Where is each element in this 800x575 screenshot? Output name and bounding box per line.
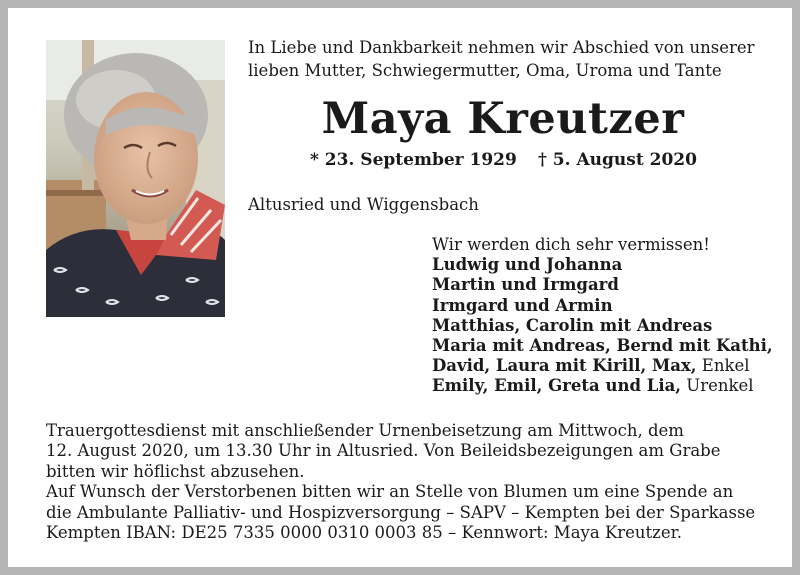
family-list bbox=[432, 235, 782, 397]
family-names: Matthias, Carolin mit Andreas bbox=[432, 315, 713, 335]
birth-date: * 23. September 1929 bbox=[310, 150, 517, 170]
family-names: Martin und Irmgard bbox=[432, 275, 619, 295]
notice-line: bitten wir höflichst abzusehen. bbox=[46, 461, 305, 481]
notice-line: Trauergottesdienst mit anschließender Urnenbeisetzung am Mittwoch, dem bbox=[46, 421, 684, 440]
grandchildren-label: Enkel bbox=[701, 356, 750, 376]
notice-line: Kempten IBAN: DE25 7335 0000 0310 0003 85 – Kennwort: Maya Kreutzer. bbox=[46, 523, 682, 543]
great-grandchildren-names: Emily, Emil, Greta und Lia, bbox=[432, 376, 682, 396]
intro-line-2: lieben Mutter, Schwiegermutter, Oma, Uroma und Tante bbox=[248, 61, 722, 80]
family-line bbox=[432, 296, 782, 316]
death-date: † 5. August 2020 bbox=[538, 150, 697, 170]
family-line bbox=[432, 336, 782, 356]
grandchildren-names: David, Laura mit Kirill, Max, bbox=[432, 356, 697, 376]
grandchildren-line bbox=[432, 356, 782, 376]
place-line: Altusried und Wiggensbach bbox=[248, 195, 479, 214]
service-notice bbox=[46, 421, 786, 543]
great-grandchildren-line bbox=[432, 376, 782, 396]
family-heading: Wir werden dich sehr vermissen! bbox=[432, 235, 710, 254]
family-line bbox=[432, 275, 782, 295]
intro-text bbox=[248, 36, 778, 82]
notice-line: Auf Wunsch der Verstorbenen bitten wir an Stelle von Blumen um eine Spende an bbox=[46, 482, 734, 502]
family-line bbox=[432, 255, 782, 275]
deceased-name: Maya Kreutzer bbox=[321, 94, 685, 144]
intro-line-1: In Liebe und Dankbarkeit nehmen wir Abschied von unserer bbox=[248, 38, 755, 57]
family-names: Irmgard und Armin bbox=[432, 295, 613, 315]
family-line bbox=[432, 316, 782, 336]
portrait-photo bbox=[46, 40, 225, 317]
family-names: Ludwig und Johanna bbox=[432, 255, 623, 275]
family-names: Maria mit Andreas, Bernd mit Kathi, bbox=[432, 336, 773, 356]
notice-line: die Ambulante Palliativ- und Hospizversorgung – SAPV – Kempten bei der Sparkasse bbox=[46, 502, 756, 522]
notice-line: 12. August 2020, um 13.30 Uhr in Altusried. Von Beileidsbezeigungen am Grabe bbox=[46, 441, 721, 461]
great-grandchildren-label: Urenkel bbox=[686, 376, 754, 396]
